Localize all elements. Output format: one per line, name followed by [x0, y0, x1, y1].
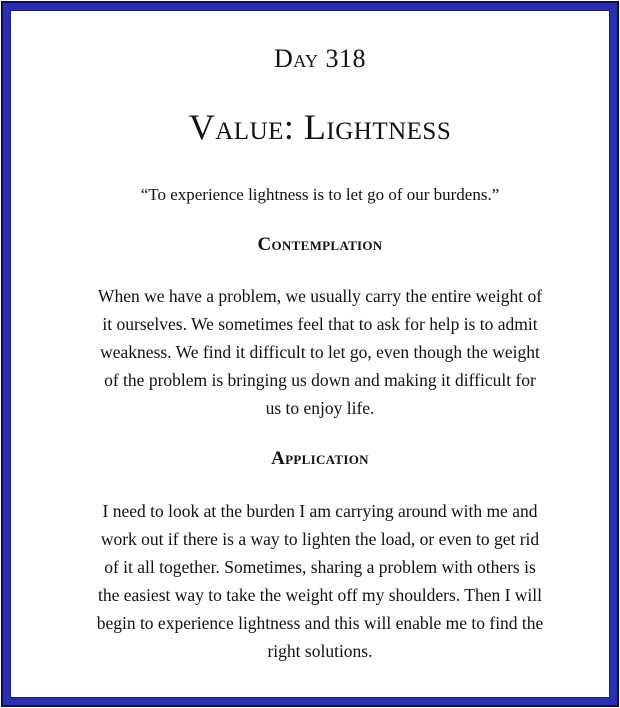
contemplation-line: When we have a problem, we usually carry the entire weight of [97, 286, 543, 306]
day-title: Day 318 [273, 44, 367, 73]
contemplation-line: it ourselves. We sometimes feel that to ask for help is to admit [102, 314, 538, 334]
contemplation-line: weakness. We find it difficult to let go, even though the weight [100, 342, 540, 362]
contemplation-line: of the problem is bringing us down and making it difficult for [104, 370, 536, 390]
application-line: I need to look at the burden I am carrying around with me and [102, 501, 538, 521]
contemplation-heading: Contemplation [257, 234, 383, 255]
value-title: Value: Lightness [188, 107, 452, 147]
application-line: of it all together. Sometimes, sharing a problem with others is [104, 557, 536, 577]
quote-text: “To experience lightness is to let go of our burdens.” [140, 185, 500, 204]
application-heading: Application [271, 448, 369, 469]
page-content [20, 20, 620, 708]
application-line: work out if there is a way to lighten the load, or even to get rid [100, 529, 540, 549]
application-line: the easiest way to take the weight off my shoulders. Then I will [97, 585, 543, 605]
application-line: right solutions. [267, 641, 373, 661]
contemplation-line: us to enjoy life. [265, 398, 375, 418]
application-line: begin to experience lightness and this will enable me to find the [96, 613, 544, 633]
application-paragraph [35, 497, 605, 665]
page-border-frame [3, 3, 617, 705]
contemplation-paragraph [35, 282, 605, 422]
